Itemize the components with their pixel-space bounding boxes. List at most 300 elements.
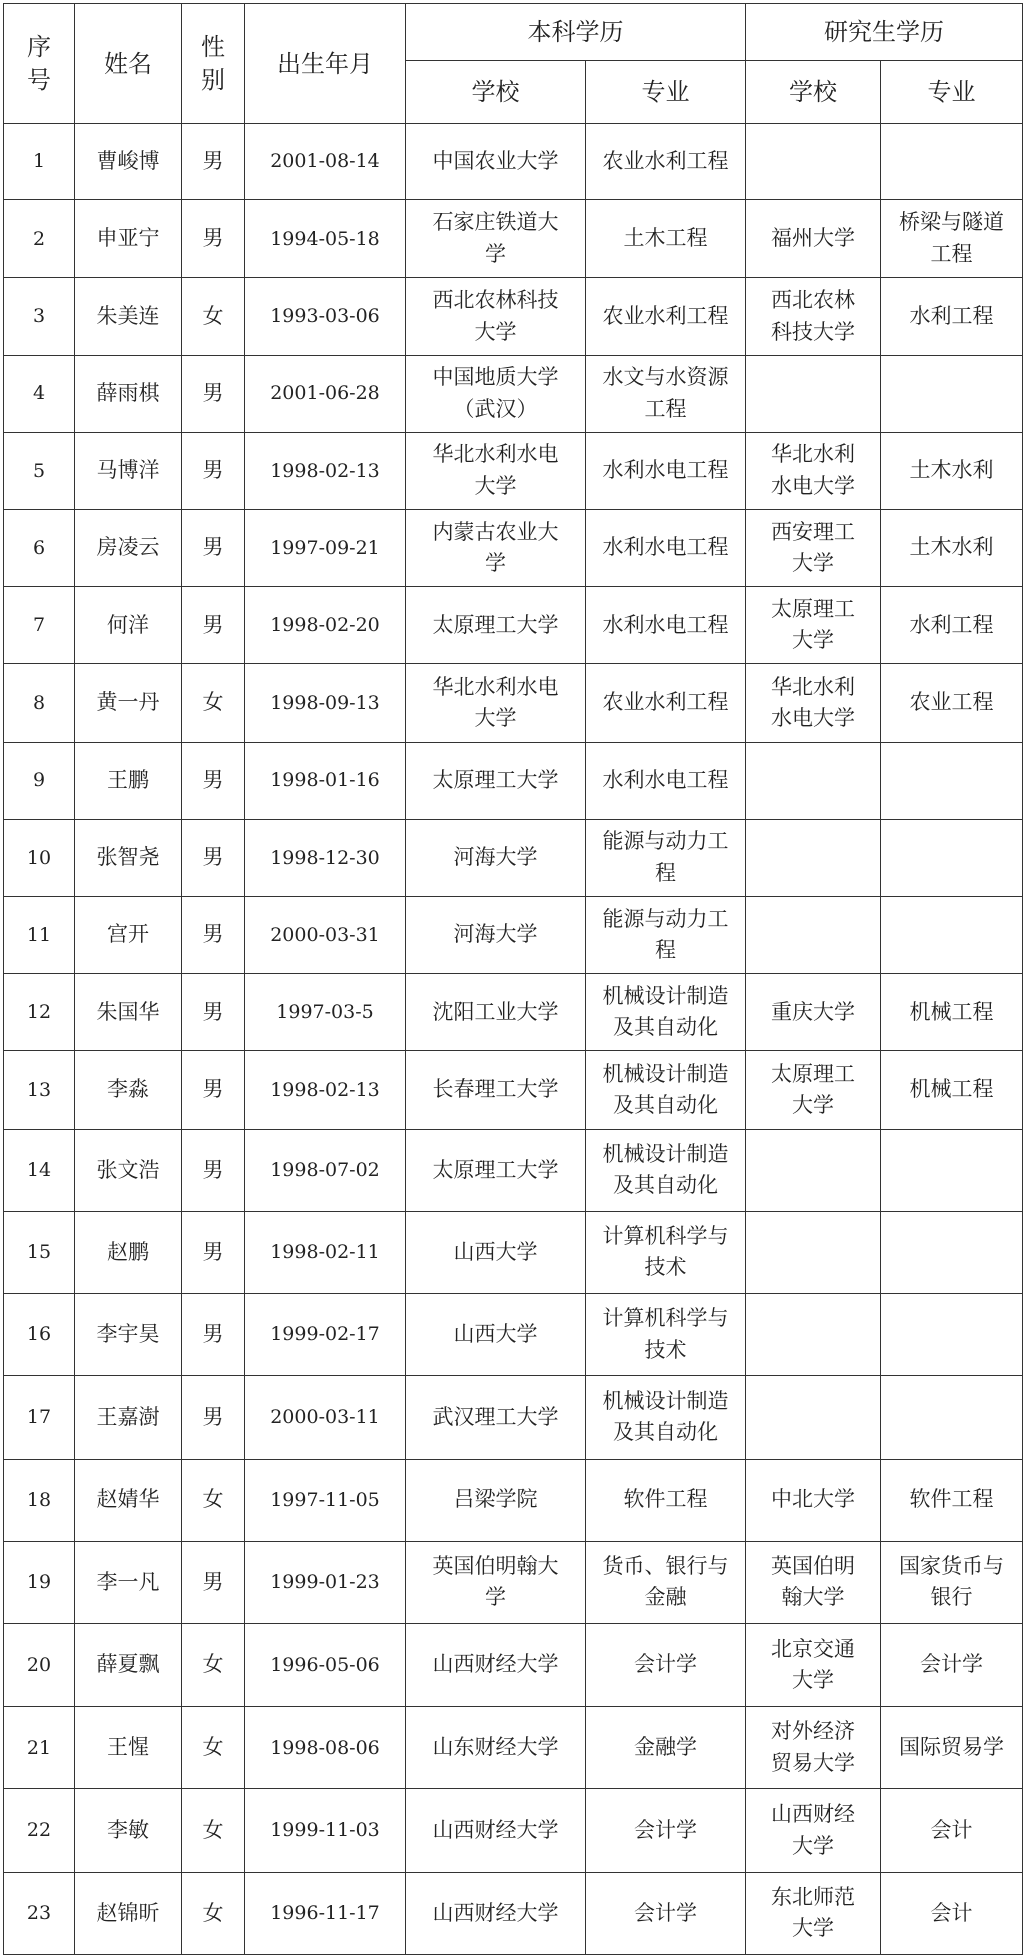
cell-g-major	[881, 897, 1023, 974]
cell-birth: 1998-02-11	[245, 1211, 406, 1293]
cell-g-school	[746, 1623, 881, 1706]
cell-g-school-line: 华北水利	[771, 442, 855, 467]
cell-ug-major	[586, 278, 746, 355]
cell-birth: 1997-11-05	[245, 1459, 406, 1541]
cell-ug-major	[586, 1707, 746, 1789]
cell-g-major	[881, 974, 1023, 1051]
table-row	[4, 742, 1023, 819]
cell-g-school-line: 科技大学	[771, 319, 855, 344]
cell-ug-major	[586, 510, 746, 587]
cell-ug-major-line: 机械设计制造	[602, 1061, 729, 1086]
table-row	[4, 510, 1023, 587]
cell-gender: 女	[182, 1707, 245, 1789]
cell-g-major	[881, 819, 1023, 896]
cell-birth: 1993-03-06	[245, 278, 406, 355]
table-body	[4, 124, 1023, 1955]
cell-ug-school	[406, 1211, 586, 1293]
cell-g-school	[746, 200, 881, 278]
cell-ug-major-line: 土木工程	[623, 226, 708, 251]
cell-birth: 1994-05-18	[245, 200, 406, 278]
cell-g-major-line: 土木水利	[909, 458, 994, 483]
header-name: 姓名	[75, 4, 182, 124]
table-row	[4, 278, 1023, 355]
cell-g-school	[746, 510, 881, 587]
cell-gender: 男	[182, 1051, 245, 1129]
cell-g-major-line: 机械工程	[909, 1077, 994, 1102]
cell-ug-major-line: 计算机科学与	[602, 1306, 729, 1331]
cell-ug-major	[586, 355, 746, 432]
cell-name: 赵鹏	[75, 1211, 182, 1293]
cell-name: 朱国华	[75, 974, 182, 1051]
cell-ug-school-line: 学	[485, 551, 506, 576]
cell-ug-major-line: 水文与水资源	[602, 365, 729, 390]
cell-g-major	[881, 355, 1023, 432]
cell-ug-school-line: 河海大学	[453, 922, 538, 947]
cell-ug-major-line: 工程	[644, 396, 687, 421]
cell-g-school	[746, 1129, 881, 1211]
cell-seq: 12	[4, 974, 75, 1051]
cell-name: 朱美连	[75, 278, 182, 355]
cell-ug-school-line: （武汉）	[453, 396, 538, 421]
header-graduate: 研究生学历	[746, 4, 1023, 61]
cell-ug-school-line: 石家庄铁道大	[432, 210, 559, 235]
cell-name: 房凌云	[75, 510, 182, 587]
cell-g-major	[881, 1376, 1023, 1459]
cell-ug-major-line: 技术	[644, 1337, 687, 1362]
cell-ug-school	[406, 1376, 586, 1459]
cell-ug-major	[586, 974, 746, 1051]
cell-birth: 1998-07-02	[245, 1129, 406, 1211]
cell-ug-school-line: 山西财经大学	[432, 1652, 559, 1677]
cell-name: 李淼	[75, 1051, 182, 1129]
cell-ug-major	[586, 1789, 746, 1872]
header-gender	[182, 4, 245, 124]
cell-ug-school	[406, 1129, 586, 1211]
cell-seq: 14	[4, 1129, 75, 1211]
cell-ug-school-line: 华北水利水电	[432, 442, 559, 467]
cell-ug-school	[406, 1707, 586, 1789]
cell-ug-school-line: 内蒙古农业大	[432, 519, 559, 544]
cell-g-school-line: 北京交通	[771, 1636, 855, 1661]
cell-birth: 1998-02-20	[245, 587, 406, 664]
cell-birth: 1996-05-06	[245, 1623, 406, 1706]
cell-ug-major	[586, 1129, 746, 1211]
cell-seq: 4	[4, 355, 75, 432]
cell-ug-major	[586, 1872, 746, 1954]
cell-seq: 19	[4, 1541, 75, 1623]
cell-g-major	[881, 1051, 1023, 1129]
cell-ug-school-line: 大学	[474, 473, 517, 498]
cell-name: 何洋	[75, 587, 182, 664]
cell-ug-school-line: 中国农业大学	[432, 148, 559, 173]
cell-g-major	[881, 510, 1023, 587]
cell-g-major-line: 会计	[930, 1900, 973, 1925]
table-row	[4, 200, 1023, 278]
cell-ug-school	[406, 1623, 586, 1706]
cell-ug-school-line: 太原理工大学	[432, 767, 559, 792]
cell-g-school-line: 山西财经	[771, 1802, 855, 1826]
cell-ug-school-line: 中国地质大学	[432, 365, 559, 390]
header-ug-school: 学校	[406, 61, 586, 124]
cell-ug-school-line: 山西财经大学	[432, 1817, 559, 1842]
header-seq	[4, 4, 75, 124]
cell-name: 张文浩	[75, 1129, 182, 1211]
cell-ug-school	[406, 974, 586, 1051]
cell-g-school-line: 东北师范	[771, 1884, 855, 1909]
cell-ug-major	[586, 1623, 746, 1706]
cell-gender: 女	[182, 664, 245, 742]
cell-ug-major-line: 农业水利工程	[602, 303, 729, 328]
cell-seq: 23	[4, 1872, 75, 1954]
cell-g-school-line: 英国伯明	[771, 1553, 855, 1578]
cell-g-school	[746, 1541, 881, 1623]
cell-ug-major	[586, 1459, 746, 1541]
cell-g-school-line: 水电大学	[771, 706, 855, 731]
cell-g-major-line: 软件工程	[909, 1487, 994, 1512]
cell-name: 马博洋	[75, 432, 182, 509]
cell-ug-school-line: 大学	[474, 319, 517, 344]
cell-ug-major-line: 机械设计制造	[602, 1388, 729, 1413]
table-row	[4, 1294, 1023, 1376]
cell-ug-school	[406, 1459, 586, 1541]
cell-ug-major-line: 水利水电工程	[602, 535, 729, 560]
cell-birth: 2000-03-11	[245, 1376, 406, 1459]
cell-ug-major-line: 技术	[644, 1255, 687, 1280]
cell-seq: 5	[4, 432, 75, 509]
cell-ug-major-line: 农业水利工程	[602, 690, 729, 715]
cell-birth: 1999-11-03	[245, 1789, 406, 1872]
cell-ug-major-line: 会计学	[634, 1817, 697, 1842]
cell-gender: 男	[182, 432, 245, 509]
cell-g-school-line: 太原理工	[771, 596, 855, 621]
header-g-school: 学校	[746, 61, 881, 124]
cell-g-school	[746, 974, 881, 1051]
cell-ug-major-line: 水利水电工程	[602, 458, 729, 483]
cell-gender: 女	[182, 1789, 245, 1872]
cell-g-school	[746, 355, 881, 432]
cell-g-school-line: 大学	[792, 551, 834, 576]
cell-birth: 2001-08-14	[245, 124, 406, 200]
cell-g-major	[881, 1211, 1023, 1293]
cell-gender: 男	[182, 1129, 245, 1211]
cell-birth: 1998-02-13	[245, 1051, 406, 1129]
table-row	[4, 1623, 1023, 1706]
cell-name: 宫开	[75, 897, 182, 974]
cell-g-school-line: 翰大学	[781, 1585, 845, 1610]
cell-gender: 男	[182, 974, 245, 1051]
cell-gender: 男	[182, 897, 245, 974]
cell-ug-school	[406, 510, 586, 587]
cell-ug-major-line: 会计学	[634, 1900, 697, 1925]
cell-g-school-line: 大学	[792, 1833, 834, 1858]
table-row	[4, 1707, 1023, 1789]
cell-seq: 3	[4, 278, 75, 355]
cell-ug-major	[586, 1376, 746, 1459]
cell-ug-school	[406, 897, 586, 974]
cell-g-major-line: 工程	[930, 241, 973, 266]
cell-g-school-line: 中北大学	[771, 1487, 855, 1512]
cell-ug-major	[586, 432, 746, 509]
cell-g-school	[746, 742, 881, 819]
cell-ug-school-line: 长春理工大学	[432, 1077, 559, 1102]
cell-ug-major-line: 软件工程	[623, 1487, 708, 1512]
cell-ug-major-line: 农业水利工程	[602, 148, 729, 173]
cell-g-major-line: 银行	[930, 1585, 973, 1610]
cell-g-major	[881, 1459, 1023, 1541]
cell-ug-school	[406, 124, 586, 200]
cell-g-major-line: 水利工程	[909, 612, 994, 637]
cell-name: 李敏	[75, 1789, 182, 1872]
cell-ug-school-line: 太原理工大学	[432, 1157, 559, 1182]
cell-g-major-line: 会计	[930, 1817, 973, 1842]
cell-ug-school-line: 沈阳工业大学	[432, 999, 559, 1024]
cell-g-school	[746, 124, 881, 200]
cell-g-school-line: 西安理工	[771, 519, 855, 544]
cell-gender: 女	[182, 1459, 245, 1541]
cell-ug-school-line: 吕梁学院	[453, 1487, 538, 1512]
header-seq-line: 序	[27, 33, 51, 62]
cell-birth: 1998-12-30	[245, 819, 406, 896]
cell-ug-major-line: 水利水电工程	[602, 612, 729, 637]
cell-g-school	[746, 278, 881, 355]
cell-seq: 2	[4, 200, 75, 278]
cell-g-school	[746, 1707, 881, 1789]
cell-gender: 男	[182, 1211, 245, 1293]
cell-g-major	[881, 587, 1023, 664]
cell-g-school	[746, 1211, 881, 1293]
cell-g-school	[746, 819, 881, 896]
cell-seq: 11	[4, 897, 75, 974]
cell-g-school-line: 大学	[792, 628, 834, 653]
table-row	[4, 897, 1023, 974]
table-row	[4, 1376, 1023, 1459]
cell-g-major	[881, 664, 1023, 742]
cell-ug-school-line: 山西大学	[453, 1321, 538, 1346]
table-row	[4, 1541, 1023, 1623]
cell-birth: 1998-09-13	[245, 664, 406, 742]
cell-g-school	[746, 1459, 881, 1541]
cell-g-major-line: 水利工程	[909, 303, 994, 328]
cell-ug-major-line: 能源与动力工	[602, 906, 729, 931]
cell-g-school-line: 华北水利	[771, 674, 855, 699]
table-row	[4, 1211, 1023, 1293]
header-seq-line: 号	[27, 65, 51, 94]
cell-seq: 20	[4, 1623, 75, 1706]
cell-g-school-line: 贸易大学	[771, 1750, 855, 1775]
cell-ug-major	[586, 819, 746, 896]
cell-birth: 1998-08-06	[245, 1707, 406, 1789]
cell-ug-school	[406, 819, 586, 896]
cell-name: 赵婧华	[75, 1459, 182, 1541]
cell-ug-school	[406, 355, 586, 432]
cell-seq: 9	[4, 742, 75, 819]
cell-seq: 17	[4, 1376, 75, 1459]
cell-g-major	[881, 124, 1023, 200]
cell-g-school	[746, 587, 881, 664]
cell-seq: 18	[4, 1459, 75, 1541]
cell-birth: 2001-06-28	[245, 355, 406, 432]
cell-gender: 男	[182, 742, 245, 819]
cell-ug-major-line: 计算机科学与	[602, 1223, 729, 1248]
cell-seq: 10	[4, 819, 75, 896]
cell-gender: 男	[182, 355, 245, 432]
cell-ug-school	[406, 1294, 586, 1376]
cell-ug-major-line: 及其自动化	[613, 1420, 718, 1445]
cell-ug-school	[406, 200, 586, 278]
cell-gender: 男	[182, 124, 245, 200]
cell-birth: 1999-02-17	[245, 1294, 406, 1376]
cell-g-major-line: 会计学	[920, 1652, 983, 1677]
header-birth: 出生年月	[245, 4, 406, 124]
cell-ug-major	[586, 587, 746, 664]
table-row	[4, 974, 1023, 1051]
cell-seq: 7	[4, 587, 75, 664]
cell-ug-school	[406, 1872, 586, 1954]
cell-g-major-line: 国家货币与	[899, 1553, 1004, 1578]
cell-g-major	[881, 200, 1023, 278]
cell-g-school-line: 水电大学	[771, 473, 855, 498]
cell-g-school-line: 大学	[792, 1093, 834, 1118]
cell-ug-major-line: 会计学	[634, 1652, 697, 1677]
cell-ug-major-line: 货币、银行与	[602, 1553, 729, 1578]
cell-ug-major-line: 程	[655, 938, 676, 963]
cell-g-school	[746, 1376, 881, 1459]
cell-name: 申亚宁	[75, 200, 182, 278]
table-row	[4, 587, 1023, 664]
cell-ug-major	[586, 664, 746, 742]
cell-ug-major-line: 及其自动化	[613, 1173, 718, 1198]
cell-ug-school-line: 山东财经大学	[432, 1735, 559, 1760]
cell-g-major-line: 国际贸易学	[899, 1735, 1004, 1760]
cell-ug-school	[406, 1541, 586, 1623]
cell-ug-school-line: 西北农林科技	[432, 288, 559, 312]
cell-gender: 男	[182, 200, 245, 278]
cell-seq: 22	[4, 1789, 75, 1872]
table-row	[4, 1789, 1023, 1872]
cell-name: 薛夏飘	[75, 1623, 182, 1706]
cell-g-major-line: 农业工程	[909, 690, 994, 715]
table-row	[4, 355, 1023, 432]
cell-ug-school	[406, 587, 586, 664]
cell-ug-school	[406, 742, 586, 819]
cell-name: 李一凡	[75, 1541, 182, 1623]
cell-ug-major-line: 机械设计制造	[602, 1141, 729, 1166]
cell-g-school	[746, 1051, 881, 1129]
cell-seq: 21	[4, 1707, 75, 1789]
cell-ug-major	[586, 1051, 746, 1129]
cell-g-school	[746, 1872, 881, 1954]
cell-ug-major-line: 程	[655, 860, 676, 885]
cell-g-school	[746, 664, 881, 742]
cell-seq: 1	[4, 124, 75, 200]
cell-seq: 6	[4, 510, 75, 587]
cell-ug-school	[406, 432, 586, 509]
cell-birth: 1997-09-21	[245, 510, 406, 587]
cell-ug-major	[586, 1211, 746, 1293]
personnel-table	[3, 3, 1023, 1955]
cell-name: 张智尧	[75, 819, 182, 896]
cell-ug-school-line: 英国伯明翰大	[432, 1553, 559, 1578]
header-ug-major: 专业	[586, 61, 746, 124]
table-row	[4, 1459, 1023, 1541]
cell-gender: 女	[182, 278, 245, 355]
table-row	[4, 664, 1023, 742]
cell-g-major	[881, 1707, 1023, 1789]
table-row	[4, 819, 1023, 896]
cell-name: 李宇昊	[75, 1294, 182, 1376]
cell-birth: 1997-03-5	[245, 974, 406, 1051]
cell-ug-school-line: 山西财经大学	[432, 1900, 559, 1925]
cell-birth: 1999-01-23	[245, 1541, 406, 1623]
cell-ug-major-line: 及其自动化	[613, 1093, 718, 1118]
cell-gender: 女	[182, 1623, 245, 1706]
cell-ug-major-line: 机械设计制造	[602, 983, 729, 1008]
cell-gender: 男	[182, 1376, 245, 1459]
cell-birth: 1998-02-13	[245, 432, 406, 509]
cell-g-school	[746, 432, 881, 509]
table-row	[4, 1872, 1023, 1954]
cell-ug-school-line: 大学	[474, 706, 517, 731]
table-row	[4, 432, 1023, 509]
cell-g-major	[881, 1623, 1023, 1706]
cell-gender: 男	[182, 587, 245, 664]
cell-ug-school-line: 山西大学	[453, 1239, 538, 1264]
cell-gender: 女	[182, 1872, 245, 1954]
cell-g-major	[881, 1541, 1023, 1623]
cell-name: 王惺	[75, 1707, 182, 1789]
cell-birth: 1996-11-17	[245, 1872, 406, 1954]
cell-ug-school-line: 学	[485, 1585, 506, 1610]
cell-ug-school-line: 武汉理工大学	[432, 1404, 559, 1429]
cell-name: 黄一丹	[75, 664, 182, 742]
cell-g-major	[881, 432, 1023, 509]
cell-ug-major-line: 能源与动力工	[602, 829, 729, 854]
cell-ug-school-line: 华北水利水电	[432, 674, 559, 699]
cell-birth: 2000-03-31	[245, 897, 406, 974]
cell-name: 赵锦昕	[75, 1872, 182, 1954]
cell-gender: 男	[182, 510, 245, 587]
header-undergrad: 本科学历	[406, 4, 746, 61]
header-gender-line: 别	[201, 65, 225, 94]
cell-ug-school	[406, 1051, 586, 1129]
cell-g-major	[881, 742, 1023, 819]
header-g-major: 专业	[881, 61, 1023, 124]
cell-seq: 15	[4, 1211, 75, 1293]
cell-g-school	[746, 897, 881, 974]
cell-g-major	[881, 1294, 1023, 1376]
cell-g-school-line: 西北农林	[771, 288, 855, 312]
cell-g-school	[746, 1789, 881, 1872]
cell-ug-school-line: 学	[485, 241, 506, 266]
header-row-top	[4, 4, 1023, 61]
cell-seq: 16	[4, 1294, 75, 1376]
cell-g-major-line: 桥梁与隧道	[899, 210, 1004, 235]
table-row	[4, 1051, 1023, 1129]
cell-gender: 男	[182, 1294, 245, 1376]
cell-ug-major	[586, 742, 746, 819]
cell-ug-school	[406, 1789, 586, 1872]
cell-ug-major	[586, 897, 746, 974]
cell-name: 薛雨棋	[75, 355, 182, 432]
cell-ug-major-line: 及其自动化	[613, 1015, 718, 1040]
cell-g-school-line: 重庆大学	[771, 999, 855, 1024]
cell-g-school-line: 大学	[792, 1668, 834, 1693]
cell-name: 曹峻博	[75, 124, 182, 200]
cell-g-school-line: 福州大学	[771, 226, 855, 251]
table-row	[4, 1129, 1023, 1211]
cell-g-major	[881, 1872, 1023, 1954]
cell-birth: 1998-01-16	[245, 742, 406, 819]
